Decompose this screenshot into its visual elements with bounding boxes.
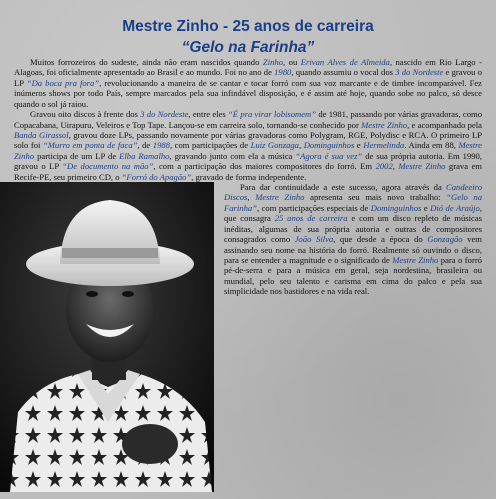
highlighted-name: “Forró do Apagão” [121,171,192,182]
highlighted-name: 1980 [274,67,292,78]
highlighted-name: Mestre Zinho [392,255,439,266]
body-text: , revolucionando a maneira de se cantar e tocar forró com sua voz marcante e de timbre incomparável. Fez inúmeros shows por todo País, sempre marcados pela sua infindável disposição, e é assim até hoje, quando sobe no palco, só desce quando o sol já raiou. [14,77,482,109]
body-text: , de [137,140,153,151]
highlighted-name: Mestre Zinho [14,140,482,161]
body-text: , que consagra [224,202,482,224]
body-text: , ou [282,57,301,67]
body-text: , gravando junto com ela a música [169,150,296,161]
body-text: , [392,161,399,172]
body-text: , [247,192,256,203]
highlighted-name: “Agora é sua vez” [295,150,363,161]
highlighted-name: Erivan Alves de Almeida [300,57,390,67]
highlighted-name: Dominguinhos [303,140,355,151]
body-text: , com a participação dos maiores compositores do forró. Em [153,161,376,172]
body-text: , com participações especiais de [256,202,371,213]
highlighted-name: 3 do Nordeste [140,109,189,120]
highlighted-name: Dió de Araújo [430,202,480,213]
body-text: , com participações de [169,140,251,151]
highlighted-name: Zinho [262,57,283,67]
body-text: de 1981, passando por várias gravadoras, como Copacabana, Uirapuru, Veleiros e Top Tape. Lançou-se em carreira solo, tornando-se conhecido por [14,109,482,130]
body-text: , [298,140,304,151]
body-text: e com um disco repleto de músicas inéditas, algumas de sua própria autoria e outras de compositores consagrados como [224,213,482,245]
body-text: participa de um LP de [34,150,120,161]
highlighted-name: Gonzagão [427,234,463,245]
body-text: de sua própria autoria. Em 1990, gravou o LP [14,150,483,172]
highlighted-name: Mestre Zinho [398,161,446,172]
body-text: , entre eles [188,109,228,120]
body-text: para o forró pé-de-serra e para a música em geral, seja nordestina, brasileira ou mundial, pelo seu talento e carisma em cima do palco e pela sua simplicidade nos bastidores e na vida real. [224,255,482,297]
highlighted-name: Banda Girassol [14,129,69,140]
highlighted-name: Mestre Zinho [361,119,408,130]
body-text: , gravado de forma independente. [191,171,307,182]
body-text: , gravou doze LPs, passando novamente por várias gravadoras como Polygram, RGE, Polydisc e RCA. O primeiro LP solo foi [14,129,483,151]
highlighted-name: Candeeiro Discos [224,182,482,203]
body-text: . Ainda em 88, [404,140,459,151]
body-text: , nascido em Rio Largo - Alagoas, foi oficialmente apresentado ao Brasil e ao mundo. Foi no ano de [14,57,482,78]
body-text: grava em Recife-PE, seu primeiro CD, o [14,161,482,182]
highlighted-name: “Da boca pra fora” [26,77,100,88]
paragraph-career [14,109,482,182]
highlighted-name: Luiz Gonzaga [250,140,299,151]
album-subtitle: “Gelo na Farinha” [181,39,315,56]
highlighted-name: 25 anos de carreira [274,213,348,224]
body-text: e gravou o LP [14,67,483,88]
body-text: e [354,140,364,151]
body-text: apresenta seu mais novo trabalho: [304,192,447,203]
highlighted-name: “É pra virar lobisomem” [227,109,317,120]
biography-text [14,57,482,492]
paragraph-intro [14,57,482,109]
highlighted-name: “Murro em ponta de faca” [42,140,138,151]
highlighted-name: João Silva [294,234,334,245]
body-text: Para dar continuidade a este sucesso, agora através da [240,182,447,193]
highlighted-name: Mestre Zinho [255,192,305,203]
highlighted-name: 3 do Nordeste [395,67,444,78]
highlighted-name: “De documento na mão” [62,161,154,172]
body-text: , e acompanhado pela [407,119,482,130]
body-text: Muitos forrozeiros do sudeste, ainda não eram nascidos quando [30,57,263,67]
highlighted-name: Elba Ramalho [119,150,170,161]
portrait-photo-icon [0,182,214,492]
highlighted-name: Dominguinhos [370,202,422,213]
highlighted-name: “Gelo na Farinha” [224,192,482,213]
highlighted-name: Hermelinda [363,140,405,151]
body-text: Gravou oito discos à frente dos [30,109,141,120]
page-title: Mestre Zinho - 25 anos de carreira [122,18,374,35]
highlighted-name: 1988 [152,140,170,151]
highlighted-name: 2002 [375,161,393,172]
portrait-illustration [0,182,214,492]
body-text: e [421,202,431,213]
body-text: vem assinando seu nome na história do forró. Realmente só ouvindo o disco, para se entender a magnitude e o significado de [224,234,482,266]
body-text: , quando assumiu o vocal dos [291,67,396,78]
body-text: , que desde a época do [333,234,428,245]
